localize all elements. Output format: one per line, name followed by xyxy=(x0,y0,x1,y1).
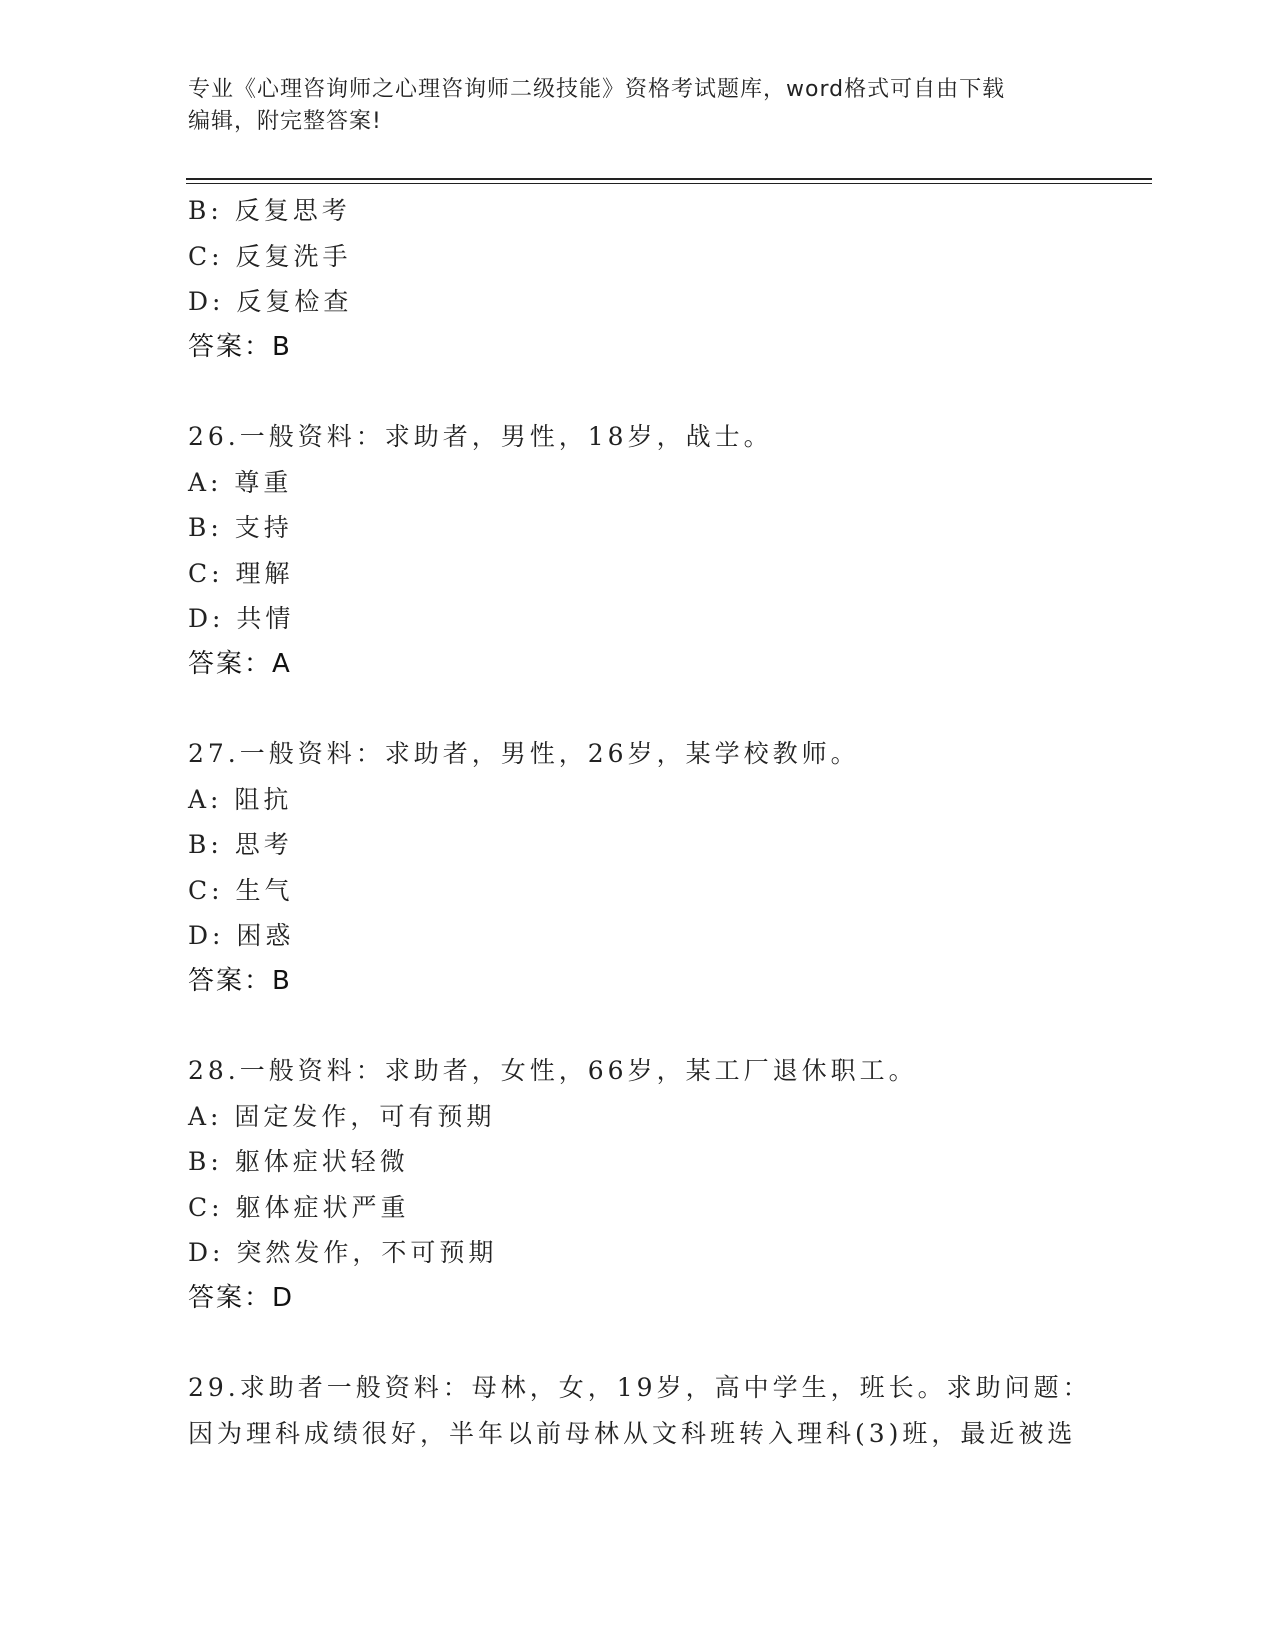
option-d: D: 突然发作，不可预期 xyxy=(188,1238,498,1267)
answer-line: 答案：A xyxy=(188,648,292,679)
option-b: B: 反复思考 xyxy=(188,196,351,225)
question-stem-line-1: 29.求助者一般资料：母林，女，19岁，高中学生，班长。求助问题： xyxy=(188,1373,1092,1402)
option-b: B: 思考 xyxy=(188,830,293,859)
header-divider-thick xyxy=(186,178,1152,180)
question-content xyxy=(188,188,1148,1456)
option-c: C: 反复洗手 xyxy=(188,241,352,271)
question-stem: 27.一般资料：求助者，男性，26岁，某学校教师。 xyxy=(188,739,860,768)
question-27 xyxy=(188,731,1148,1004)
header-line-1: 专业《心理咨询师之心理咨询师二级技能》资格考试题库，word格式可自由下载 xyxy=(188,77,1006,102)
question-26 xyxy=(188,414,1148,687)
option-c: C: 理解 xyxy=(188,558,294,588)
option-a: A: 固定发作，可有预期 xyxy=(188,1101,496,1131)
question-stem: 28.一般资料：求助者，女性，66岁，某工厂退休职工。 xyxy=(188,1056,918,1085)
document-header xyxy=(188,74,1088,138)
question-29 xyxy=(188,1365,1148,1456)
header-divider-thin xyxy=(186,183,1152,184)
answer-line: 答案：B xyxy=(188,965,292,996)
option-b: B: 支持 xyxy=(188,513,293,542)
option-b: B: 躯体症状轻微 xyxy=(188,1147,409,1176)
question-stem-line-2: 因为理科成绩很好，半年以前母林从文科班转入理科(3)班，最近被选 xyxy=(188,1418,1077,1448)
answer-line: 答案：D xyxy=(188,1282,295,1313)
option-a: A: 尊重 xyxy=(188,467,293,497)
option-d: D: 共情 xyxy=(188,604,295,633)
question-28 xyxy=(188,1048,1148,1321)
question-stem: 26.一般资料：求助者，男性，18岁，战士。 xyxy=(188,422,773,451)
header-line-2: 编辑，附完整答案! xyxy=(188,109,382,134)
option-c: C: 生气 xyxy=(188,875,294,905)
question-25-continuation xyxy=(188,188,1148,370)
option-d: D: 反复检查 xyxy=(188,287,353,316)
answer-line: 答案：B xyxy=(188,331,292,362)
option-c: C: 躯体症状严重 xyxy=(188,1192,410,1222)
option-a: A: 阻抗 xyxy=(188,784,293,814)
option-d: D: 困惑 xyxy=(188,921,295,950)
